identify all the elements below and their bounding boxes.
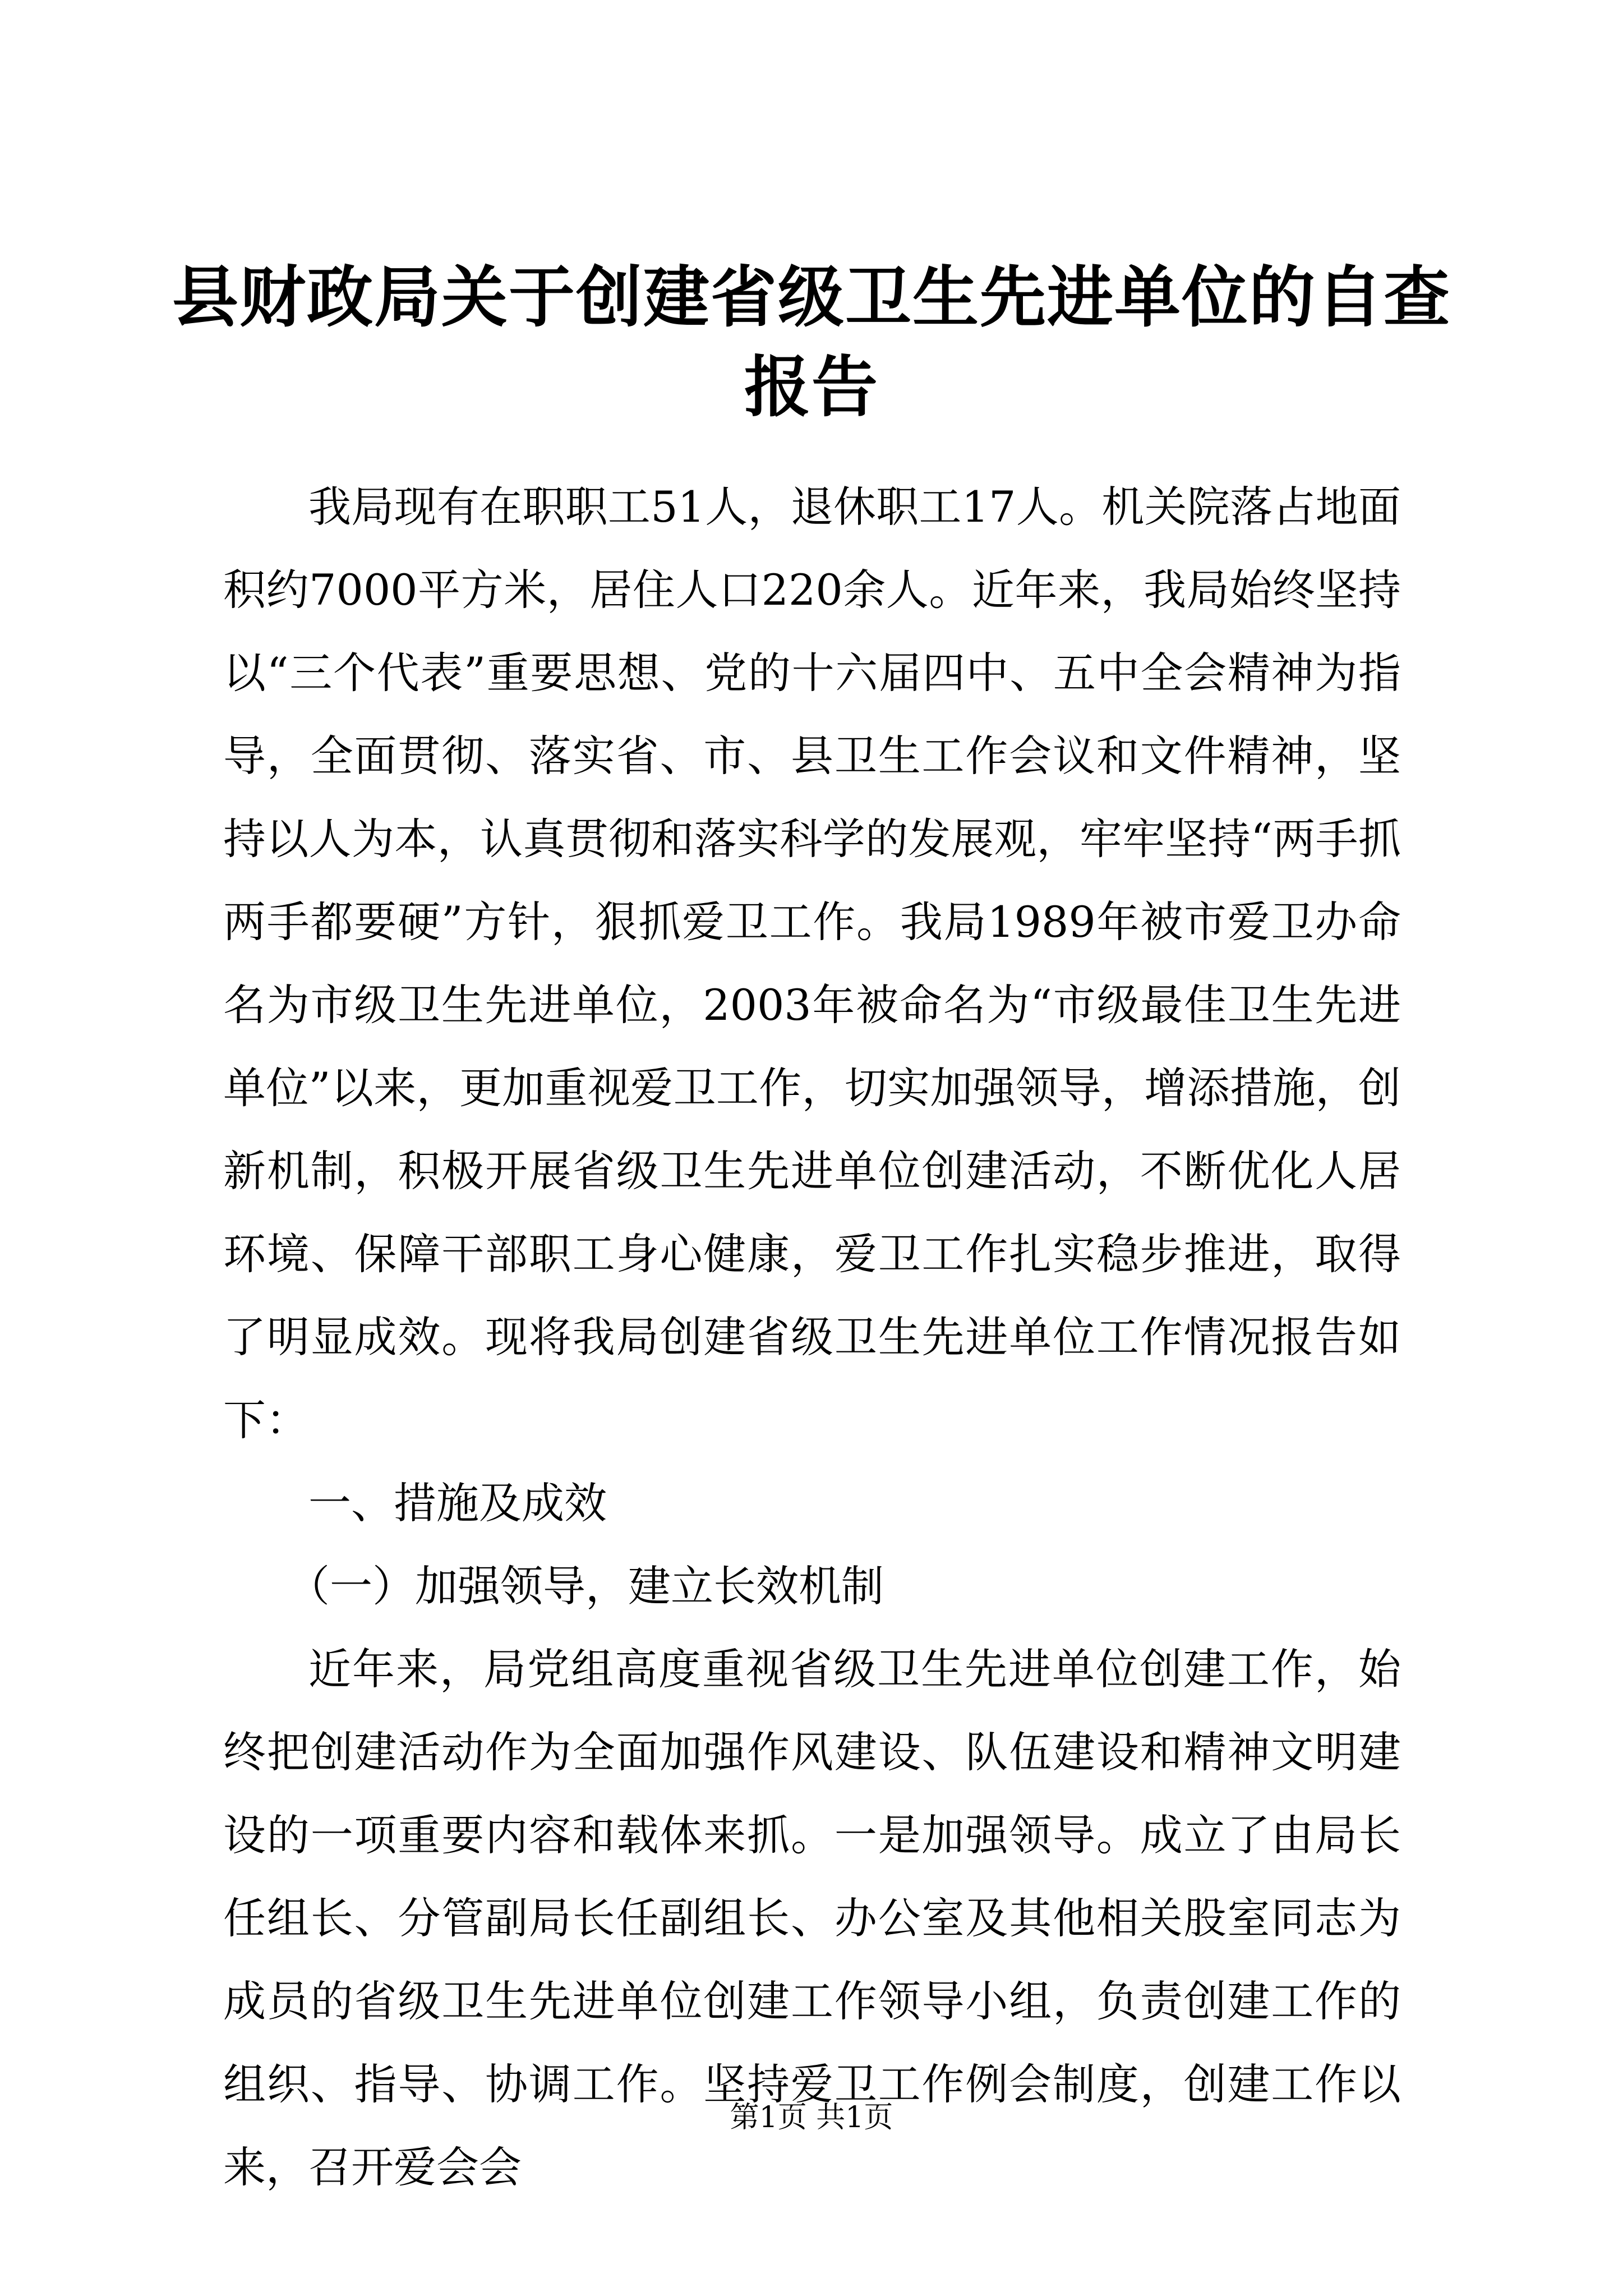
document-body <box>223 466 1401 2209</box>
paragraph-leadership: 近年来，局党组高度重视省级卫生先进单位创建工作，始终把创建活动作为全面加强作风建设、队伍建设和精神文明建设的一项重要内容和载体来抓。一是加强领导。成立了由局长任组长、分管副局长任副组长、办公室及其他相关股室同志为成员的省级卫生先进单位创建工作领导小组，负责创建工作的组织、指导、协调工作。坚持爱卫工作例会制度，创建工作以来，召开爱会会 <box>223 1644 1401 2192</box>
document-title: 县财政局关于创建省级卫生先进单位的自查报告 <box>172 258 1451 426</box>
section-heading: 一、措施及成效 <box>308 1478 607 1528</box>
paragraph-intro: 我局现有在职职工51人，退休职工17人。机关院落占地面积约7000平方米，居住人口220余人。近年来，我局始终坚持以“三个代表”重要思想、党的十六届四中、五中全会精神为指导，全面贯彻、落实省、市、县卫生工作会议和文件精神，坚持以人为本，认真贯彻和落实科学的发展观，牢牢坚持“两手抓两手都要硬”方针，狠抓爱卫工作。我局1989年被市爱卫办命名为市级卫生先进单位，2003年被命名为“市级最佳卫生先进单位”以来，更加重视爱卫工作，切实加强领导，增添措施，创新机制，积极开展省级卫生先进单位创建活动，不断优化人居环境、保障干部职工身心健康，爱卫工作扎实稳步推进，取得了明显成效。现将我局创建省级卫生先进单位工作情况报告如下： <box>223 482 1401 1445</box>
subsection-heading: （一）加强领导，建立长效机制 <box>287 1561 884 1611</box>
page-footer: 第1页 共1页 <box>730 2101 893 2134</box>
